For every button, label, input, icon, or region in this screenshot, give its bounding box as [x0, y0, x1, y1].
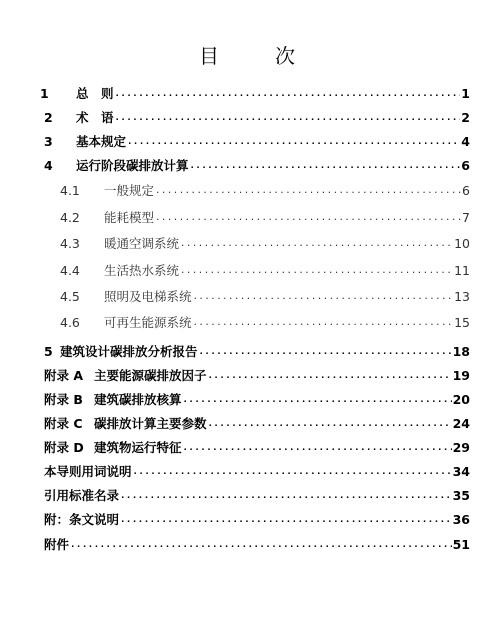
- dot-leader: [133, 467, 452, 477]
- toc-entry-label: 建筑物运行特征: [94, 440, 182, 455]
- toc-entry-5[interactable]: [44, 344, 470, 360]
- toc-entry-number: 4.1: [60, 183, 80, 198]
- toc-entry-page: 6: [462, 183, 470, 198]
- toc-entry-page: 51: [452, 537, 470, 552]
- toc-entry-4-6[interactable]: [60, 315, 470, 331]
- toc-entry-number: 5: [44, 344, 53, 359]
- toc-entry-number: 附录 C: [44, 416, 83, 431]
- dot-leader: [190, 161, 461, 171]
- toc-entry-page: 29: [452, 440, 470, 455]
- toc-entry-label: 附件: [44, 537, 70, 552]
- toc-entry-number: 2: [44, 110, 53, 125]
- toc-entry-number: 3: [44, 134, 53, 149]
- dot-leader: [180, 266, 453, 276]
- dot-leader: [208, 371, 452, 381]
- toc-entry-4-1[interactable]: [60, 183, 470, 199]
- toc-entry-4-2[interactable]: [60, 210, 470, 226]
- page-title: 目 次: [199, 44, 313, 68]
- toc-entry-appendix-d[interactable]: [44, 440, 470, 456]
- toc-entry-label: 能耗模型: [104, 210, 155, 225]
- toc-entry-label: 碳排放计算主要参数: [94, 416, 207, 431]
- dot-leader: [193, 292, 454, 302]
- toc-entry-page: 18: [452, 344, 470, 359]
- toc-entry-clause-notes[interactable]: [44, 512, 470, 528]
- dot-leader: [155, 186, 461, 196]
- toc-entry-number: 4.2: [60, 210, 80, 225]
- toc-entry-references[interactable]: [44, 488, 470, 504]
- toc-entry-page: 24: [452, 416, 470, 431]
- toc-entry-label: 引用标准名录: [44, 488, 120, 503]
- toc-entry-terms[interactable]: [44, 464, 470, 480]
- toc-entry-1[interactable]: [40, 86, 470, 102]
- toc-entry-label: 附：条文说明: [44, 512, 120, 527]
- toc-entry-label: 总 则: [76, 86, 114, 101]
- dot-leader: [120, 491, 452, 501]
- toc-entry-label: 主要能源碳排放因子: [94, 368, 207, 383]
- dot-leader: [70, 540, 452, 550]
- toc-entry-page: 35: [452, 488, 470, 503]
- toc-entry-label: 暖通空调系统: [104, 236, 180, 251]
- toc-entry-number: 4.5: [60, 289, 80, 304]
- toc-entry-4-5[interactable]: [60, 289, 470, 305]
- toc-entry-page: 36: [452, 512, 470, 527]
- dot-leader: [199, 347, 452, 357]
- toc-entry-4[interactable]: [44, 158, 470, 174]
- toc-entry-label: 可再生能源系统: [104, 315, 192, 330]
- toc-entry-number: 附录 D: [44, 440, 84, 455]
- toc-entry-page: 6: [461, 158, 470, 173]
- toc-entry-label: 一般规定: [104, 183, 155, 198]
- toc-entry-label: 生活热水系统: [104, 263, 180, 278]
- dot-leader: [120, 515, 452, 525]
- toc-entry-page: 15: [454, 315, 470, 330]
- dot-leader: [127, 137, 460, 147]
- dot-leader: [155, 213, 461, 223]
- dot-leader: [183, 395, 452, 405]
- toc-entry-number: 4.4: [60, 263, 80, 278]
- toc-entry-page: 10: [454, 236, 470, 251]
- toc-entry-page: 19: [452, 368, 470, 383]
- toc-entry-page: 2: [461, 110, 470, 125]
- toc-entry-4-4[interactable]: [60, 263, 470, 279]
- toc-entry-3[interactable]: [44, 134, 470, 150]
- toc-entry-appendix-c[interactable]: [44, 416, 470, 432]
- toc-entry-page: 1: [461, 86, 470, 101]
- toc-entry-page: 7: [462, 210, 470, 225]
- toc-entry-label: 照明及电梯系统: [104, 289, 192, 304]
- toc-entry-appendix-b[interactable]: [44, 392, 470, 408]
- toc-entry-page: 34: [452, 464, 470, 479]
- toc-entry-page: 4: [461, 134, 470, 149]
- dot-leader: [208, 419, 452, 429]
- toc-entry-label: 术 语: [76, 110, 114, 125]
- toc-entry-label: 运行阶段碳排放计算: [76, 158, 189, 173]
- toc-entry-page: 20: [452, 392, 470, 407]
- toc-entry-attachments[interactable]: [44, 537, 470, 553]
- toc-entry-number: 1: [40, 86, 49, 101]
- dot-leader: [183, 443, 452, 453]
- toc-entry-page: 11: [454, 263, 470, 278]
- dot-leader: [193, 318, 454, 328]
- toc-entry-label: 建筑设计碳排放分析报告: [60, 344, 198, 359]
- toc-entry-number: 4: [44, 158, 53, 173]
- toc-entry-4-3[interactable]: [60, 236, 470, 252]
- toc-entry-number: 4.6: [60, 315, 80, 330]
- dot-leader: [115, 89, 461, 99]
- dot-leader: [115, 113, 461, 123]
- toc-entry-page: 13: [454, 289, 470, 304]
- toc-entry-label: 基本规定: [76, 134, 127, 149]
- toc-entry-number: 附录 A: [44, 368, 84, 383]
- toc-entry-label: 本导则用词说明: [44, 464, 132, 479]
- toc-entry-number: 4.3: [60, 236, 80, 251]
- toc-entry-label: 建筑碳排放核算: [94, 392, 182, 407]
- toc-entry-appendix-a[interactable]: [44, 368, 470, 384]
- dot-leader: [180, 239, 453, 249]
- toc-entry-number: 附录 B: [44, 392, 83, 407]
- toc-entry-2[interactable]: [44, 110, 470, 126]
